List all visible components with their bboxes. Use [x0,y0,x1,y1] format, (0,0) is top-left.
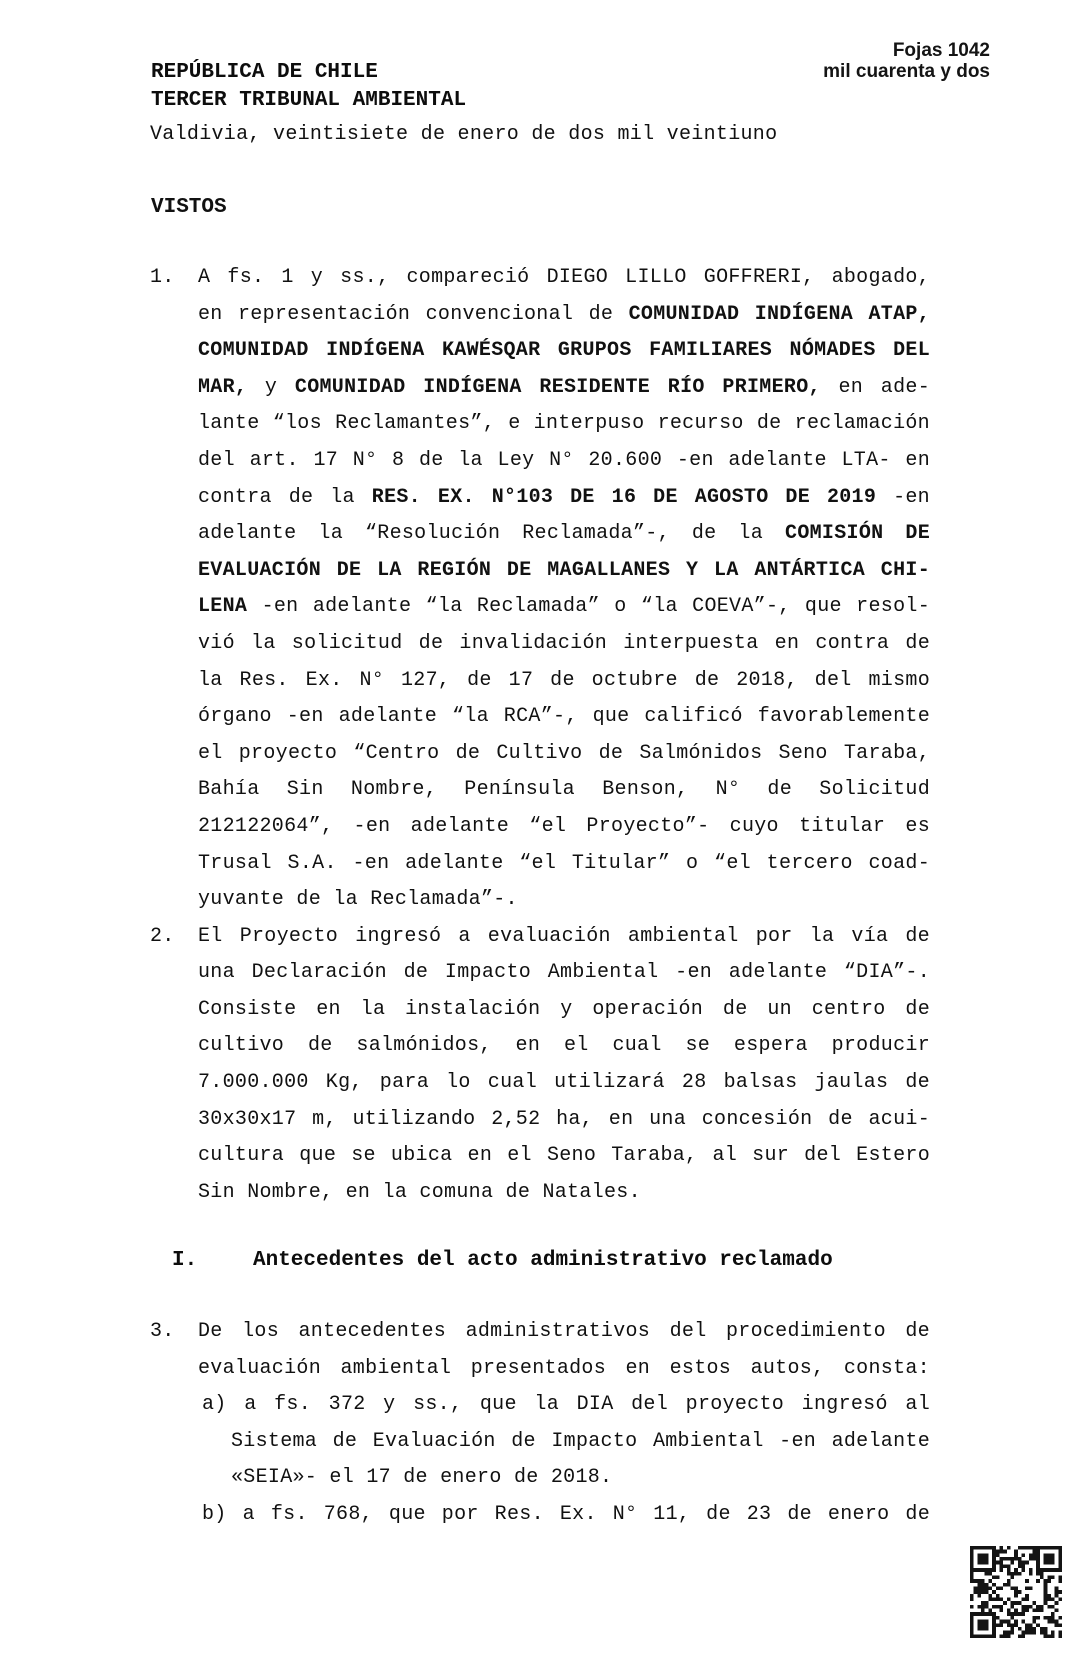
document-line: De los antecedentes administrativos del procedimiento de [198,1320,930,1343]
fojas-number: Fojas 1042 [892,40,990,61]
letterhead-republic: REPÚBLICA DE CHILE [151,61,378,84]
document-line: COMUNIDAD INDÍGENA KAWÉSQAR GRUPOS FAMILIARES NÓMADES DEL [198,339,930,363]
document-line: yuvante de la Reclamada”-. [198,888,518,912]
document-line: MAR, y COMUNIDAD INDÍGENA RESIDENTE RÍO PRIMERO, en ade- [198,375,930,399]
document-line: Consiste en la instalación y operación de un centro de [198,997,930,1021]
document-line: adelante la “Resolución Reclamada”-, de la COMISIÓN DE [198,522,930,546]
section-heading-title: Antecedentes del acto administrativo reclamado [253,1249,833,1272]
vistos-heading: VISTOS [151,196,227,219]
document-line: El Proyecto ingresó a evaluación ambiental por la vía de [198,924,930,948]
document-line: A fs. 1 y ss., compareció DIEGO LILLO GOFFRERI, abogado, [198,266,930,289]
document-line: vió la solicitud de invalidación interpuesta en contra de [198,631,930,655]
document-line: cultura que se ubica en el Seno Taraba, al sur del Estero [198,1144,930,1168]
item-text [198,260,930,919]
document-line: a) a fs. 372 y ss., que la DIA del proyecto ingresó al [202,1393,930,1417]
document-line: Trusal S.A. -en adelante “el Titular” o “el tercero coad- [198,851,930,875]
document-line: lante “los Reclamantes”, e interpuso recurso de reclamación [198,412,930,436]
section-heading-number: I. [172,1249,198,1272]
fojas-words: mil cuarenta y dos [823,61,990,82]
document-line: 212122064”, -en adelante “el Proyecto”- cuyo titular es [198,814,930,838]
document-line: Bahía Sin Nombre, Península Benson, N° de Solicitud [198,778,930,802]
document-line: 7.000.000 Kg, para lo cual utilizará 28 balsas jaulas de [198,1071,930,1095]
fojas-stamp [823,40,990,82]
document-line: del art. 17 N° 8 de la Ley N° 20.600 -en adelante LTA- en [198,448,930,472]
document-line: órgano -en adelante “la RCA”-, que calificó favorablemente [198,705,930,729]
document-line: 30x30x17 m, utilizando 2,52 ha, en una concesión de acui- [198,1107,930,1131]
document-line: b) a fs. 768, que por Res. Ex. N° 11, de 23 de enero de [202,1502,930,1526]
document-line: LENA -en adelante “la Reclamada” o “la COEVA”-, que resol- [198,595,930,619]
body-block-2 [150,1314,930,1534]
document-line: Sin Nombre, en la comuna de Natales. [198,1180,641,1204]
document-line: EVALUACIÓN DE LA REGIÓN DE MAGALLANES Y LA ANTÁRTICA CHI- [198,558,930,582]
document-line: en representación convencional de COMUNIDAD INDÍGENA ATAP, [198,302,930,326]
numbered-item-3 [150,1314,930,1534]
numbered-item-2 [150,919,930,1212]
section-heading [172,1247,833,1275]
body-block-1 [150,260,930,1211]
letterhead-tribunal: TERCER TRIBUNAL AMBIENTAL [151,89,467,112]
item-number: 1. [150,266,175,289]
dateline: Valdivia, veintisiete de enero de dos mil veintiuno [150,123,778,146]
document-line: la Res. Ex. N° 127, de 17 de octubre de 2018, del mismo [198,668,930,692]
letterhead [151,59,466,115]
document-line: cultivo de salmónidos, en el cual se espera producir [198,1034,930,1058]
document-line: «SEIA»- el 17 de enero de 2018. [231,1466,613,1490]
item-number: 3. [150,1320,175,1343]
document-line: evaluación ambiental presentados en estos autos, consta: [198,1356,930,1380]
document-line: Sistema de Evaluación de Impacto Ambiental -en adelante [231,1429,930,1453]
qr-code [969,1546,1063,1638]
document-line: el proyecto “Centro de Cultivo de Salmónidos Seno Taraba, [198,741,930,765]
item-text [198,919,930,1212]
document-line: una Declaración de Impacto Ambiental -en adelante “DIA”-. [198,961,930,985]
item-text [198,1314,930,1534]
document-line: contra de la RES. EX. N°103 DE 16 DE AGOSTO DE 2019 -en [198,485,930,509]
numbered-item-1 [150,260,930,919]
item-number: 2. [150,924,175,948]
